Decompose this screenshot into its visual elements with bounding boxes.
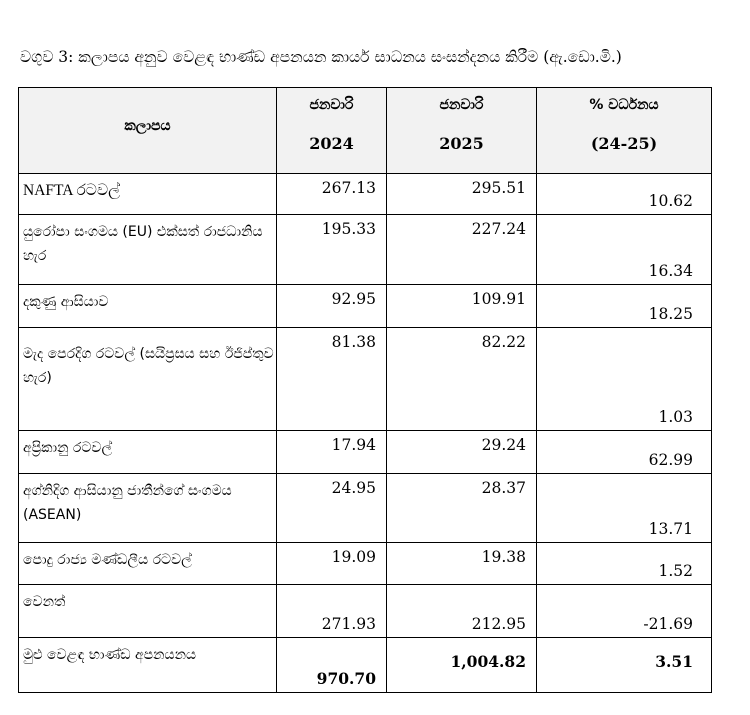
row-category: යුරෝපා සංගමය (EU) එක්සත් රාජධානිය හැර — [23, 224, 263, 264]
value-2025: 19.38 — [481, 548, 526, 566]
value-2024: 92.95 — [331, 290, 376, 308]
value-2024: 970.70 — [316, 669, 376, 688]
table-caption: වගුව 3: කලාපය අනුව වෙළඳ භාණ්ඩ අපනයන කාර්ය සාධනය සංසන්දනය කිරීම (ඇ.ඩො.මි.) — [20, 48, 622, 66]
value-2024: 24.95 — [331, 479, 376, 497]
growth-percent: 10.62 — [648, 192, 693, 210]
table-row-total — [19, 638, 712, 693]
growth-percent: 13.71 — [648, 520, 693, 538]
growth-percent: -21.69 — [643, 615, 693, 633]
table-row — [19, 328, 712, 431]
growth-percent: 1.52 — [658, 562, 693, 580]
value-2025: 109.91 — [471, 290, 526, 308]
value-2025: 227.24 — [471, 220, 526, 238]
value-2025: 29.24 — [481, 436, 526, 454]
table-row — [19, 585, 712, 638]
row-category: පොදු රාජ්‍ය මණ්ඩලීය රටවල් — [23, 552, 192, 568]
growth-percent: 62.99 — [648, 451, 693, 469]
header-category: කලාපය — [19, 88, 277, 174]
row-category: දකුණු ආසියාව — [23, 294, 109, 310]
value-2024: 81.38 — [331, 333, 376, 351]
value-2025: 212.95 — [471, 615, 526, 633]
table-row — [19, 215, 712, 285]
value-2024: 271.93 — [321, 615, 376, 633]
table-row — [19, 285, 712, 328]
header-2025: ජනවාරි 2025 — [387, 88, 537, 174]
value-2024: 195.33 — [321, 220, 376, 238]
value-2025: 82.22 — [481, 333, 526, 351]
row-category: NAFTA රටවල් — [23, 182, 120, 199]
exports-table — [18, 87, 712, 693]
table-row — [19, 431, 712, 474]
row-category: වෙනත් — [23, 594, 66, 610]
value-2024: 267.13 — [321, 179, 376, 197]
value-2025: 28.37 — [481, 479, 526, 497]
row-category: අග්නිදිග ආසියානු ජාතීන්ගේ සංගමය (ASEAN) — [23, 483, 232, 523]
row-category: මැද පෙරදිග රටවල් (සයිප්‍රසය සහ ඊජිප්තුව හැර) — [23, 346, 274, 386]
header-growth: % වර්ධනය (24-25) — [537, 88, 712, 174]
growth-percent: 16.34 — [648, 262, 693, 280]
value-2025: 295.51 — [471, 179, 526, 197]
value-2024: 19.09 — [331, 548, 376, 566]
table-row — [19, 474, 712, 543]
growth-percent: 1.03 — [658, 408, 693, 426]
growth-percent: 3.51 — [655, 652, 693, 671]
row-category: අප්‍රිකානු රටවල් — [23, 440, 113, 456]
value-2024: 17.94 — [331, 436, 376, 454]
growth-percent: 18.25 — [648, 305, 693, 323]
header-2024: ජනවාරි 2024 — [277, 88, 387, 174]
value-2025: 1,004.82 — [450, 652, 526, 671]
table-row — [19, 174, 712, 215]
row-category: මුළු වෙළඳ භාණ්ඩ අපනයනය — [23, 647, 197, 663]
table-row — [19, 543, 712, 585]
